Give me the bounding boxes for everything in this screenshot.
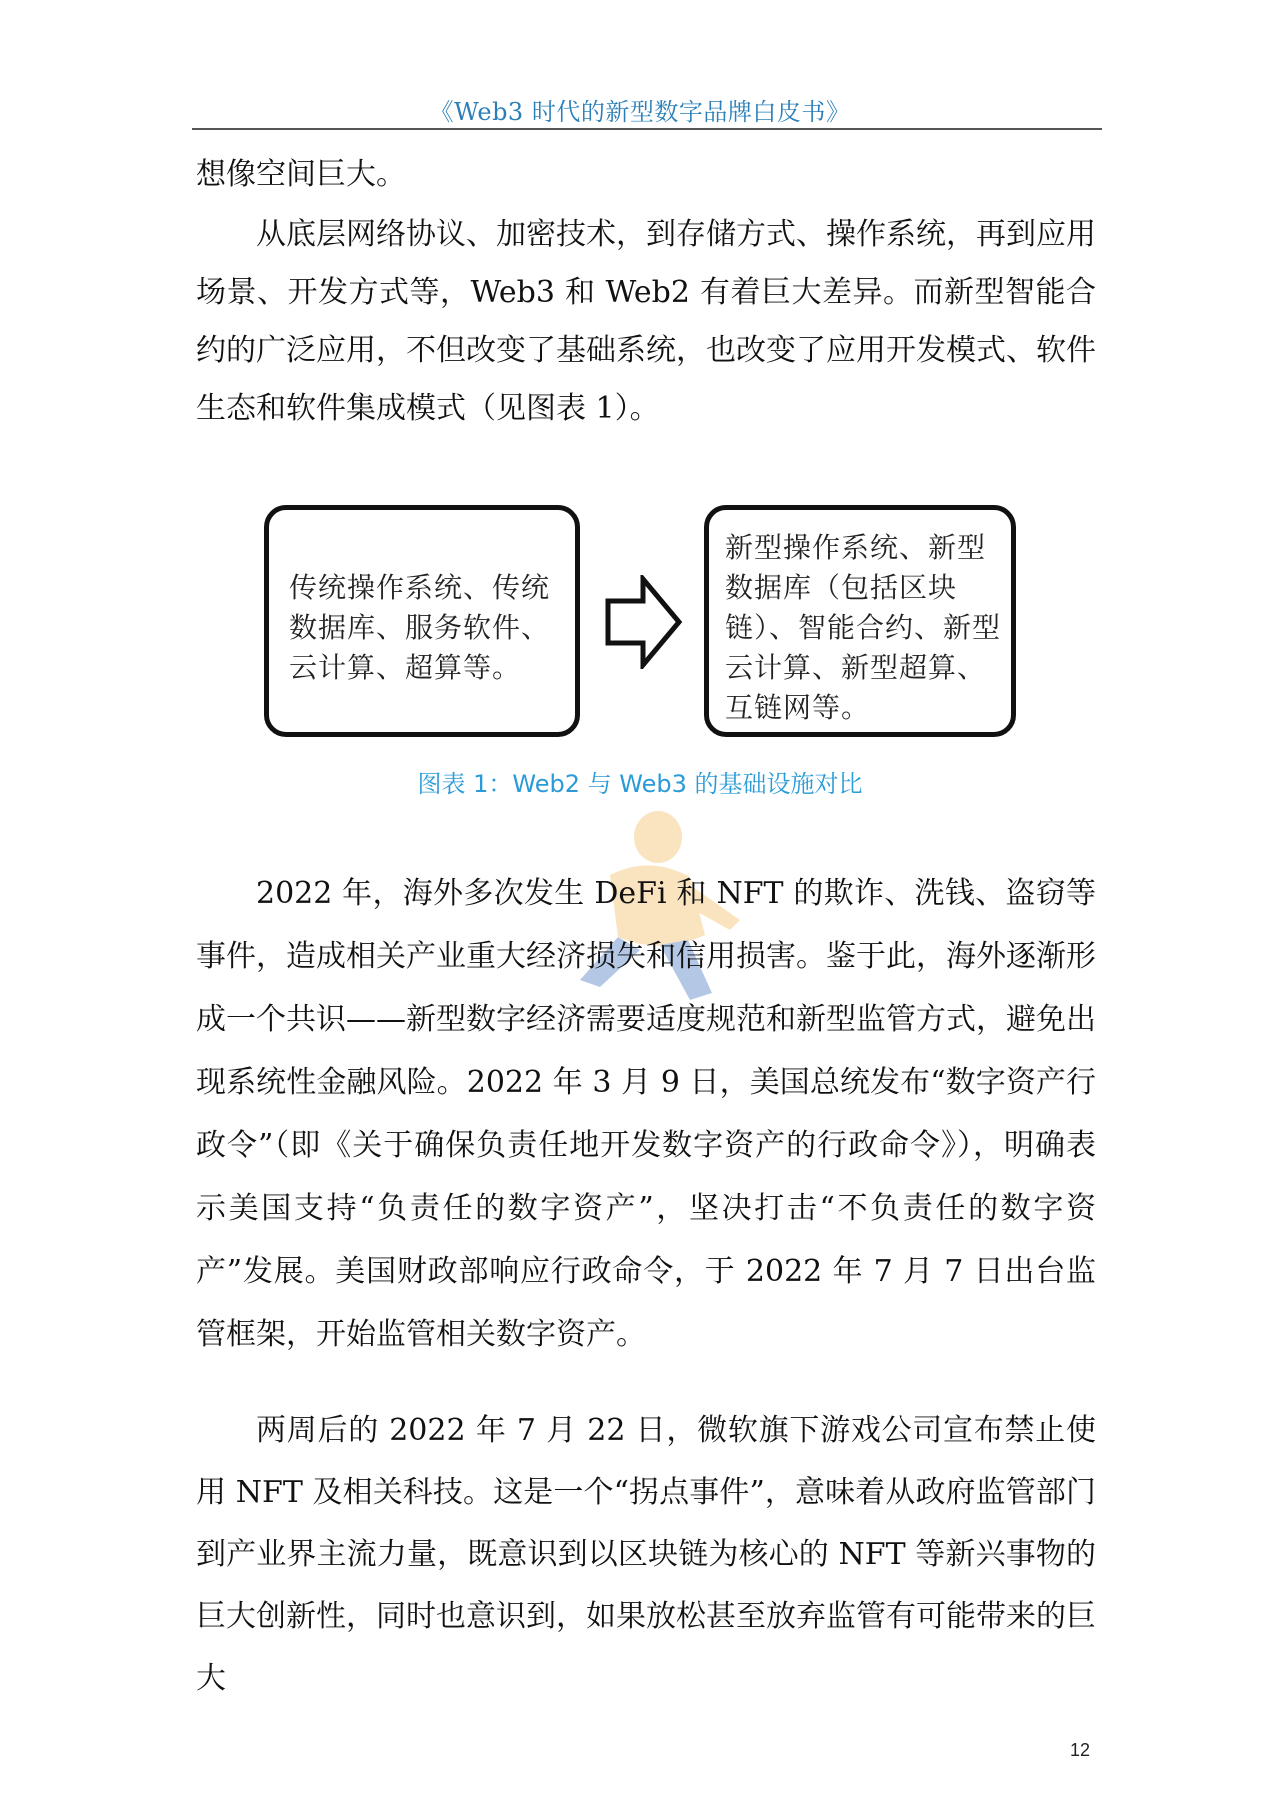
page-header-title: 《Web3 时代的新型数字品牌白皮书》 (429, 98, 851, 126)
paragraph-web3-differences: 从底层网络协议、加密技术，到存储方式、操作系统，再到应用场景、开发方式等，Web3 和 Web2 有着巨大差异。而新型智能合约的广泛应用，不但改变了基础系统，也改变了应用开发模式、软件生态和软件集成模式（见图表 1）。 (196, 217, 1096, 426)
figure-web3-box: 新型操作系统、新型数据库（包括区块链）、智能合约、新型云计算、新型超算、互链网等。 (704, 505, 1016, 737)
paragraph-continuation: 想像空间巨大。 (196, 157, 406, 192)
paragraph-microsoft-nft-ban: 两周后的 2022 年 7 月 22 日，微软旗下游戏公司宣布禁止使用 NFT 及相关科技。这是一个“拐点事件”，意味着从政府监管部门到产业界主流力量，既意识到以区块链为核心的 NFT 等新兴事物的巨大创新性，同时也意识到，如果放松甚至放弃监管有可能带来的巨大 (196, 1413, 1096, 1696)
paragraph-regulation-2022: 2022 年，海外多次发生 DeFi 和 NFT 的欺诈、洗钱、盗窃等事件，造成相关产业重大经济损失和信用损害。鉴于此，海外逐渐形成一个共识——新型数字经济需要适度规范和新型监管方式，避免出现系统性金融风险。2022 年 3 月 9 日，美国总统发布“数字资产行政令”（即《关于确保负责任地开发数字资产的行政命令》），明确表示美国支持“负责任的数字资产”，坚决打击“不负责任的数字资产”发展。美国财政部响应行政命令，于 2022 年 7 月 7 日出台监管框架，开始监管相关数字资产。 (196, 876, 1096, 1352)
page-number: 12 (1070, 1740, 1091, 1760)
figure-caption: 图表 1：Web2 与 Web3 的基础设施对比 (417, 770, 863, 798)
right-arrow-icon (605, 575, 683, 669)
figure-web2-box: 传统操作系统、传统数据库、服务软件、云计算、超算等。 (264, 505, 580, 737)
header-divider (192, 128, 1102, 130)
